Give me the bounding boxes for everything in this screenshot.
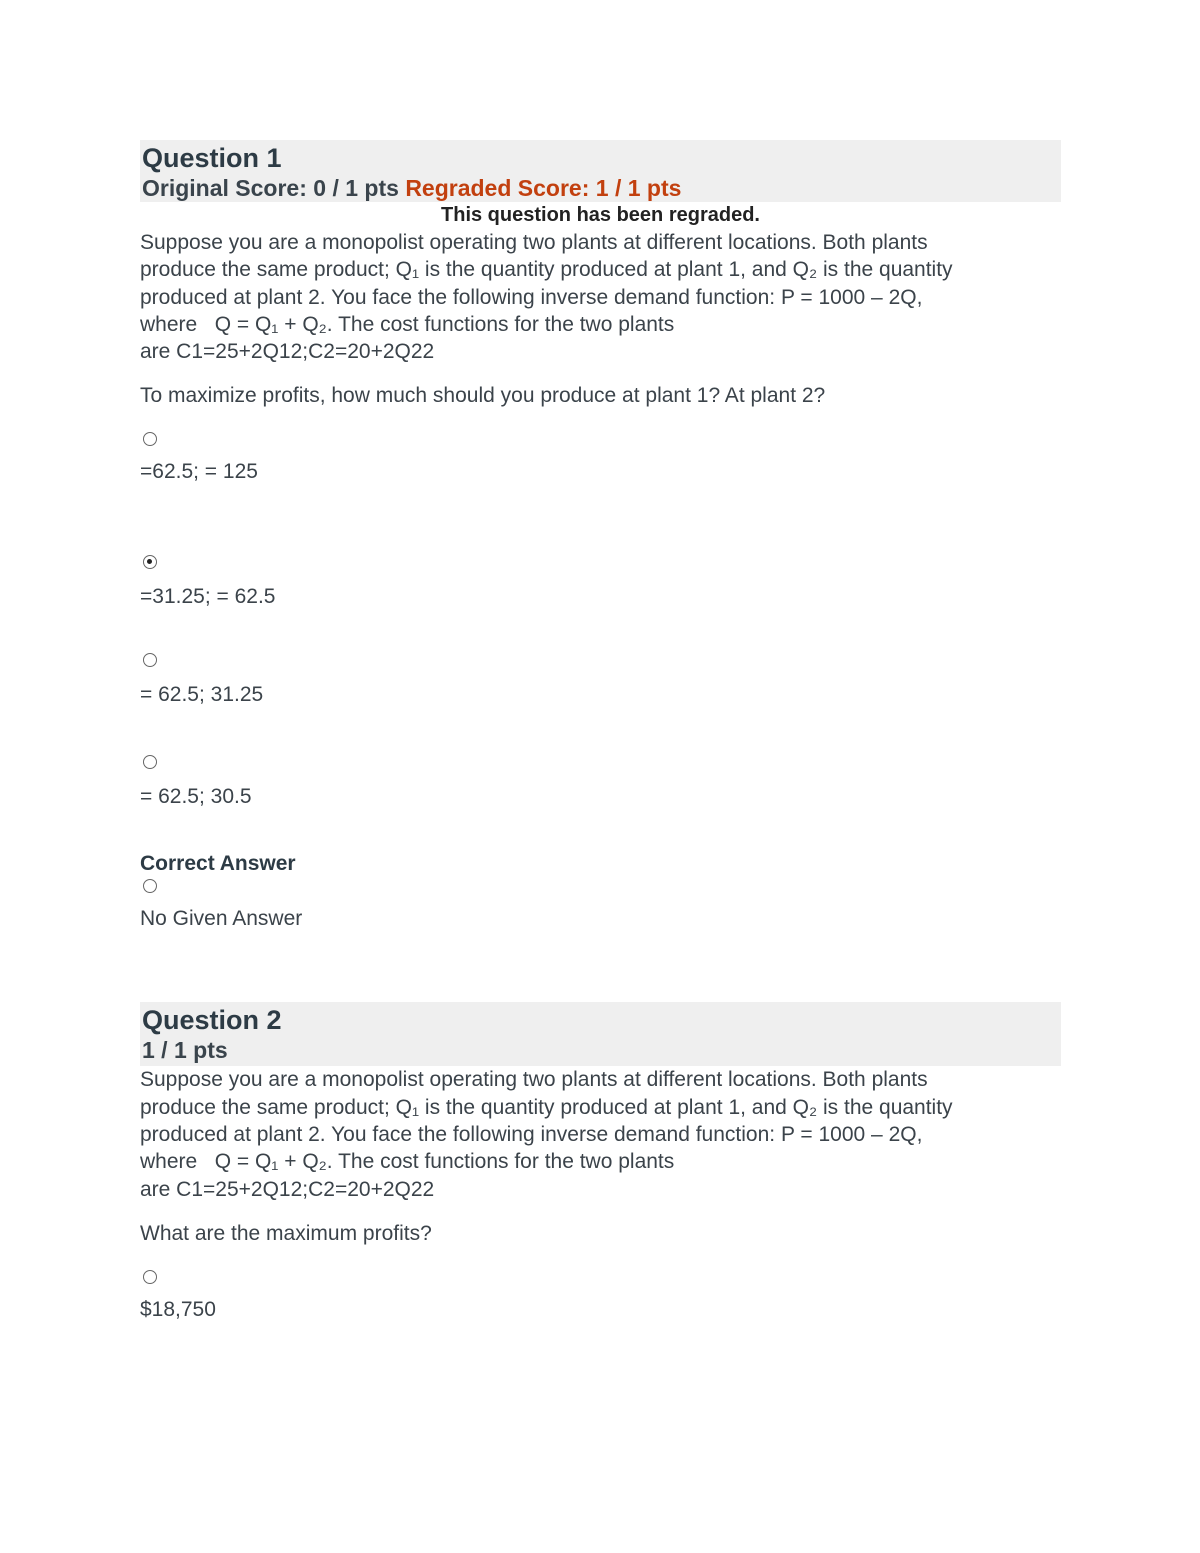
radio-button[interactable] — [143, 755, 157, 769]
radio-button-checked[interactable] — [143, 555, 157, 569]
correct-answer-option[interactable] — [140, 879, 1061, 932]
answer-text: =31.25; = 62.5 — [140, 585, 276, 609]
question-text-line: produce the same product; Q₁ is the quantity produced at plant 1, and Q₂ is the quantity — [140, 258, 953, 282]
question-text-line: are C1=25+2Q12;C2=20+2Q22 — [140, 1177, 435, 1201]
answer-option-selected[interactable] — [140, 555, 1061, 610]
radio-button[interactable] — [143, 879, 157, 893]
question-1-prompt: To maximize profits, how much should you produce at plant 1? At plant 2? — [140, 384, 826, 408]
question-1-text — [140, 229, 1061, 365]
question-2-text — [140, 1066, 1061, 1202]
radio-button[interactable] — [143, 432, 157, 446]
answer-option[interactable] — [140, 1270, 1061, 1323]
question-2-header — [140, 1002, 1061, 1066]
question-1 — [140, 140, 1061, 932]
answer-option[interactable] — [140, 432, 1061, 485]
question-1-score — [142, 174, 1059, 202]
question-1-title: Question 1 — [142, 143, 282, 173]
answer-text: $18,750 — [140, 1297, 216, 1321]
question-text-line: produce the same product; Q₁ is the quantity produced at plant 1, and Q₂ is the quantity — [140, 1095, 953, 1119]
question-text-line: Suppose you are a monopolist operating two plants at different locations. Both plants — [140, 1068, 928, 1092]
question-text-line: where Q = Q₁ + Q₂. The cost functions for the two plants — [140, 1150, 675, 1174]
question-1-header — [140, 140, 1061, 202]
regrade-note: This question has been regraded. — [441, 204, 760, 226]
answer-text: = 62.5; 30.5 — [140, 785, 252, 809]
question-2-score: 1 / 1 pts — [142, 1037, 228, 1064]
answer-option[interactable] — [140, 653, 1061, 708]
question-2-prompt: What are the maximum profits? — [140, 1221, 432, 1245]
question-text-line: produced at plant 2. You face the following inverse demand function: P = 1000 – 2Q, — [140, 285, 923, 309]
radio-button[interactable] — [143, 1270, 157, 1284]
question-2-title: Question 2 — [142, 1005, 282, 1036]
question-text-line: where Q = Q₁ + Q₂. The cost functions for the two plants — [140, 312, 675, 336]
correct-answer-label: Correct Answer — [140, 852, 296, 876]
answer-text: = 62.5; 31.25 — [140, 683, 264, 707]
radio-button[interactable] — [143, 653, 157, 667]
question-2 — [140, 1002, 1061, 1322]
answer-text: No Given Answer — [140, 907, 303, 931]
question-text-line: produced at plant 2. You face the following inverse demand function: P = 1000 – 2Q, — [140, 1123, 923, 1147]
question-text-line: are C1=25+2Q12;C2=20+2Q22 — [140, 340, 435, 364]
answer-text: =62.5; = 125 — [140, 460, 258, 484]
answer-option[interactable] — [140, 755, 1061, 810]
quiz-results-page — [140, 140, 1061, 1323]
original-score: Original Score: 0 / 1 pts — [142, 175, 399, 201]
regraded-score: Regraded Score: 1 / 1 pts — [405, 175, 682, 201]
question-text-line: Suppose you are a monopolist operating two plants at different locations. Both plants — [140, 231, 928, 254]
